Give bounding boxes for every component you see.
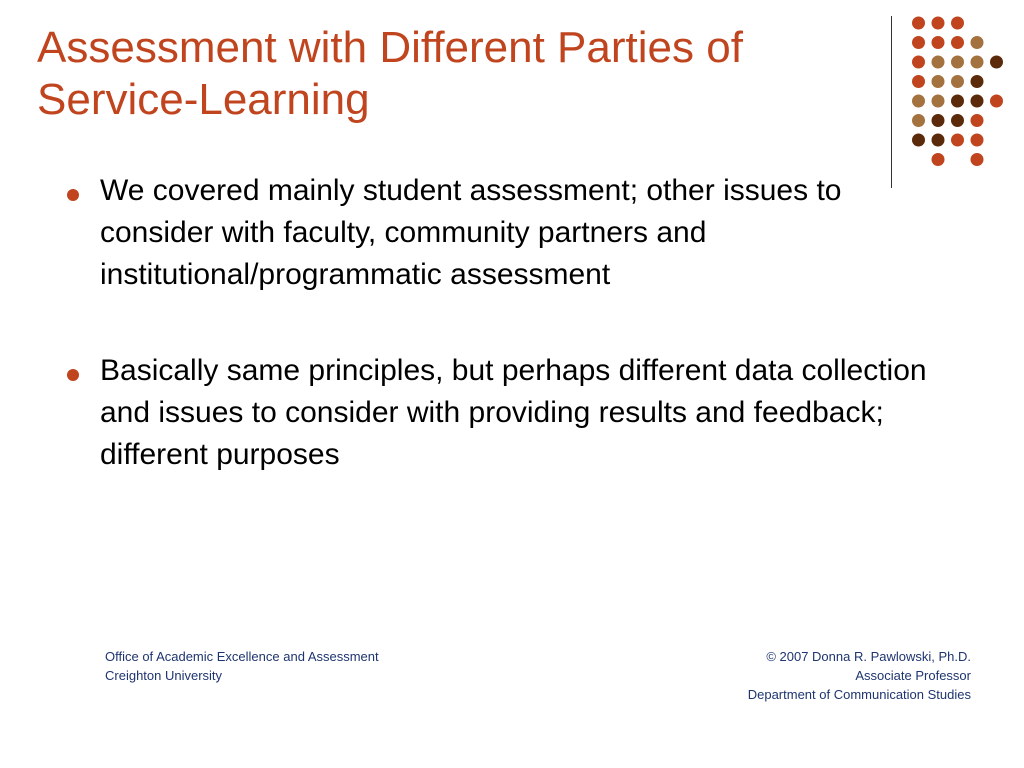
decor-dot	[990, 56, 1003, 69]
decor-dot	[932, 114, 945, 127]
decor-dot	[951, 95, 964, 108]
decor-dot	[971, 95, 984, 108]
decor-dot	[951, 17, 964, 30]
footer-copyright: © 2007 Donna R. Pawlowski, Ph.D.	[766, 649, 971, 664]
decor-dot	[951, 75, 964, 88]
footer-left	[105, 647, 379, 685]
slide-title-line-2: Service-Learning	[37, 75, 370, 124]
decor-dot	[912, 36, 925, 49]
decor-dot	[912, 95, 925, 108]
bullet-item	[60, 350, 960, 476]
decor-dot	[971, 153, 984, 166]
bullet-dot-icon	[67, 189, 79, 201]
bullet-text: Basically same principles, but perhaps different data collection and issues to consider with providing results and feedback; different purposes	[100, 354, 927, 471]
decor-dot	[932, 134, 945, 147]
decor-dot	[971, 75, 984, 88]
decor-dot	[951, 114, 964, 127]
footer-position: Associate Professor	[855, 668, 971, 683]
slide-title-line-1: Assessment with Different Parties of	[37, 23, 743, 72]
footer-university: Creighton University	[105, 668, 223, 683]
decor-dot	[912, 134, 925, 147]
bullet-text: We covered mainly student assessment; other issues to consider with faculty, community partners and institutional/programmatic assessment	[100, 174, 842, 291]
decor-dot	[932, 95, 945, 108]
footer-right	[748, 647, 971, 704]
decor-dot	[932, 75, 945, 88]
decor-dot	[932, 56, 945, 69]
bullet-item	[60, 170, 960, 296]
decor-dot	[932, 17, 945, 30]
bullet-list	[60, 170, 960, 530]
decor-dot	[951, 56, 964, 69]
bullet-dot-icon	[67, 369, 79, 381]
decor-dot	[912, 114, 925, 127]
decor-dot	[912, 56, 925, 69]
decor-dot	[971, 56, 984, 69]
decor-dot	[912, 17, 925, 30]
decor-dot	[951, 36, 964, 49]
decor-dot	[971, 36, 984, 49]
decor-dot	[971, 114, 984, 127]
decor-dot	[932, 153, 945, 166]
footer-office: Office of Academic Excellence and Assessment	[105, 649, 379, 664]
footer-department: Department of Communication Studies	[747, 687, 971, 702]
decor-dot	[951, 134, 964, 147]
decor-dot	[971, 134, 984, 147]
decor-dot	[932, 36, 945, 49]
decor-dot	[912, 75, 925, 88]
decor-dot	[990, 95, 1003, 108]
